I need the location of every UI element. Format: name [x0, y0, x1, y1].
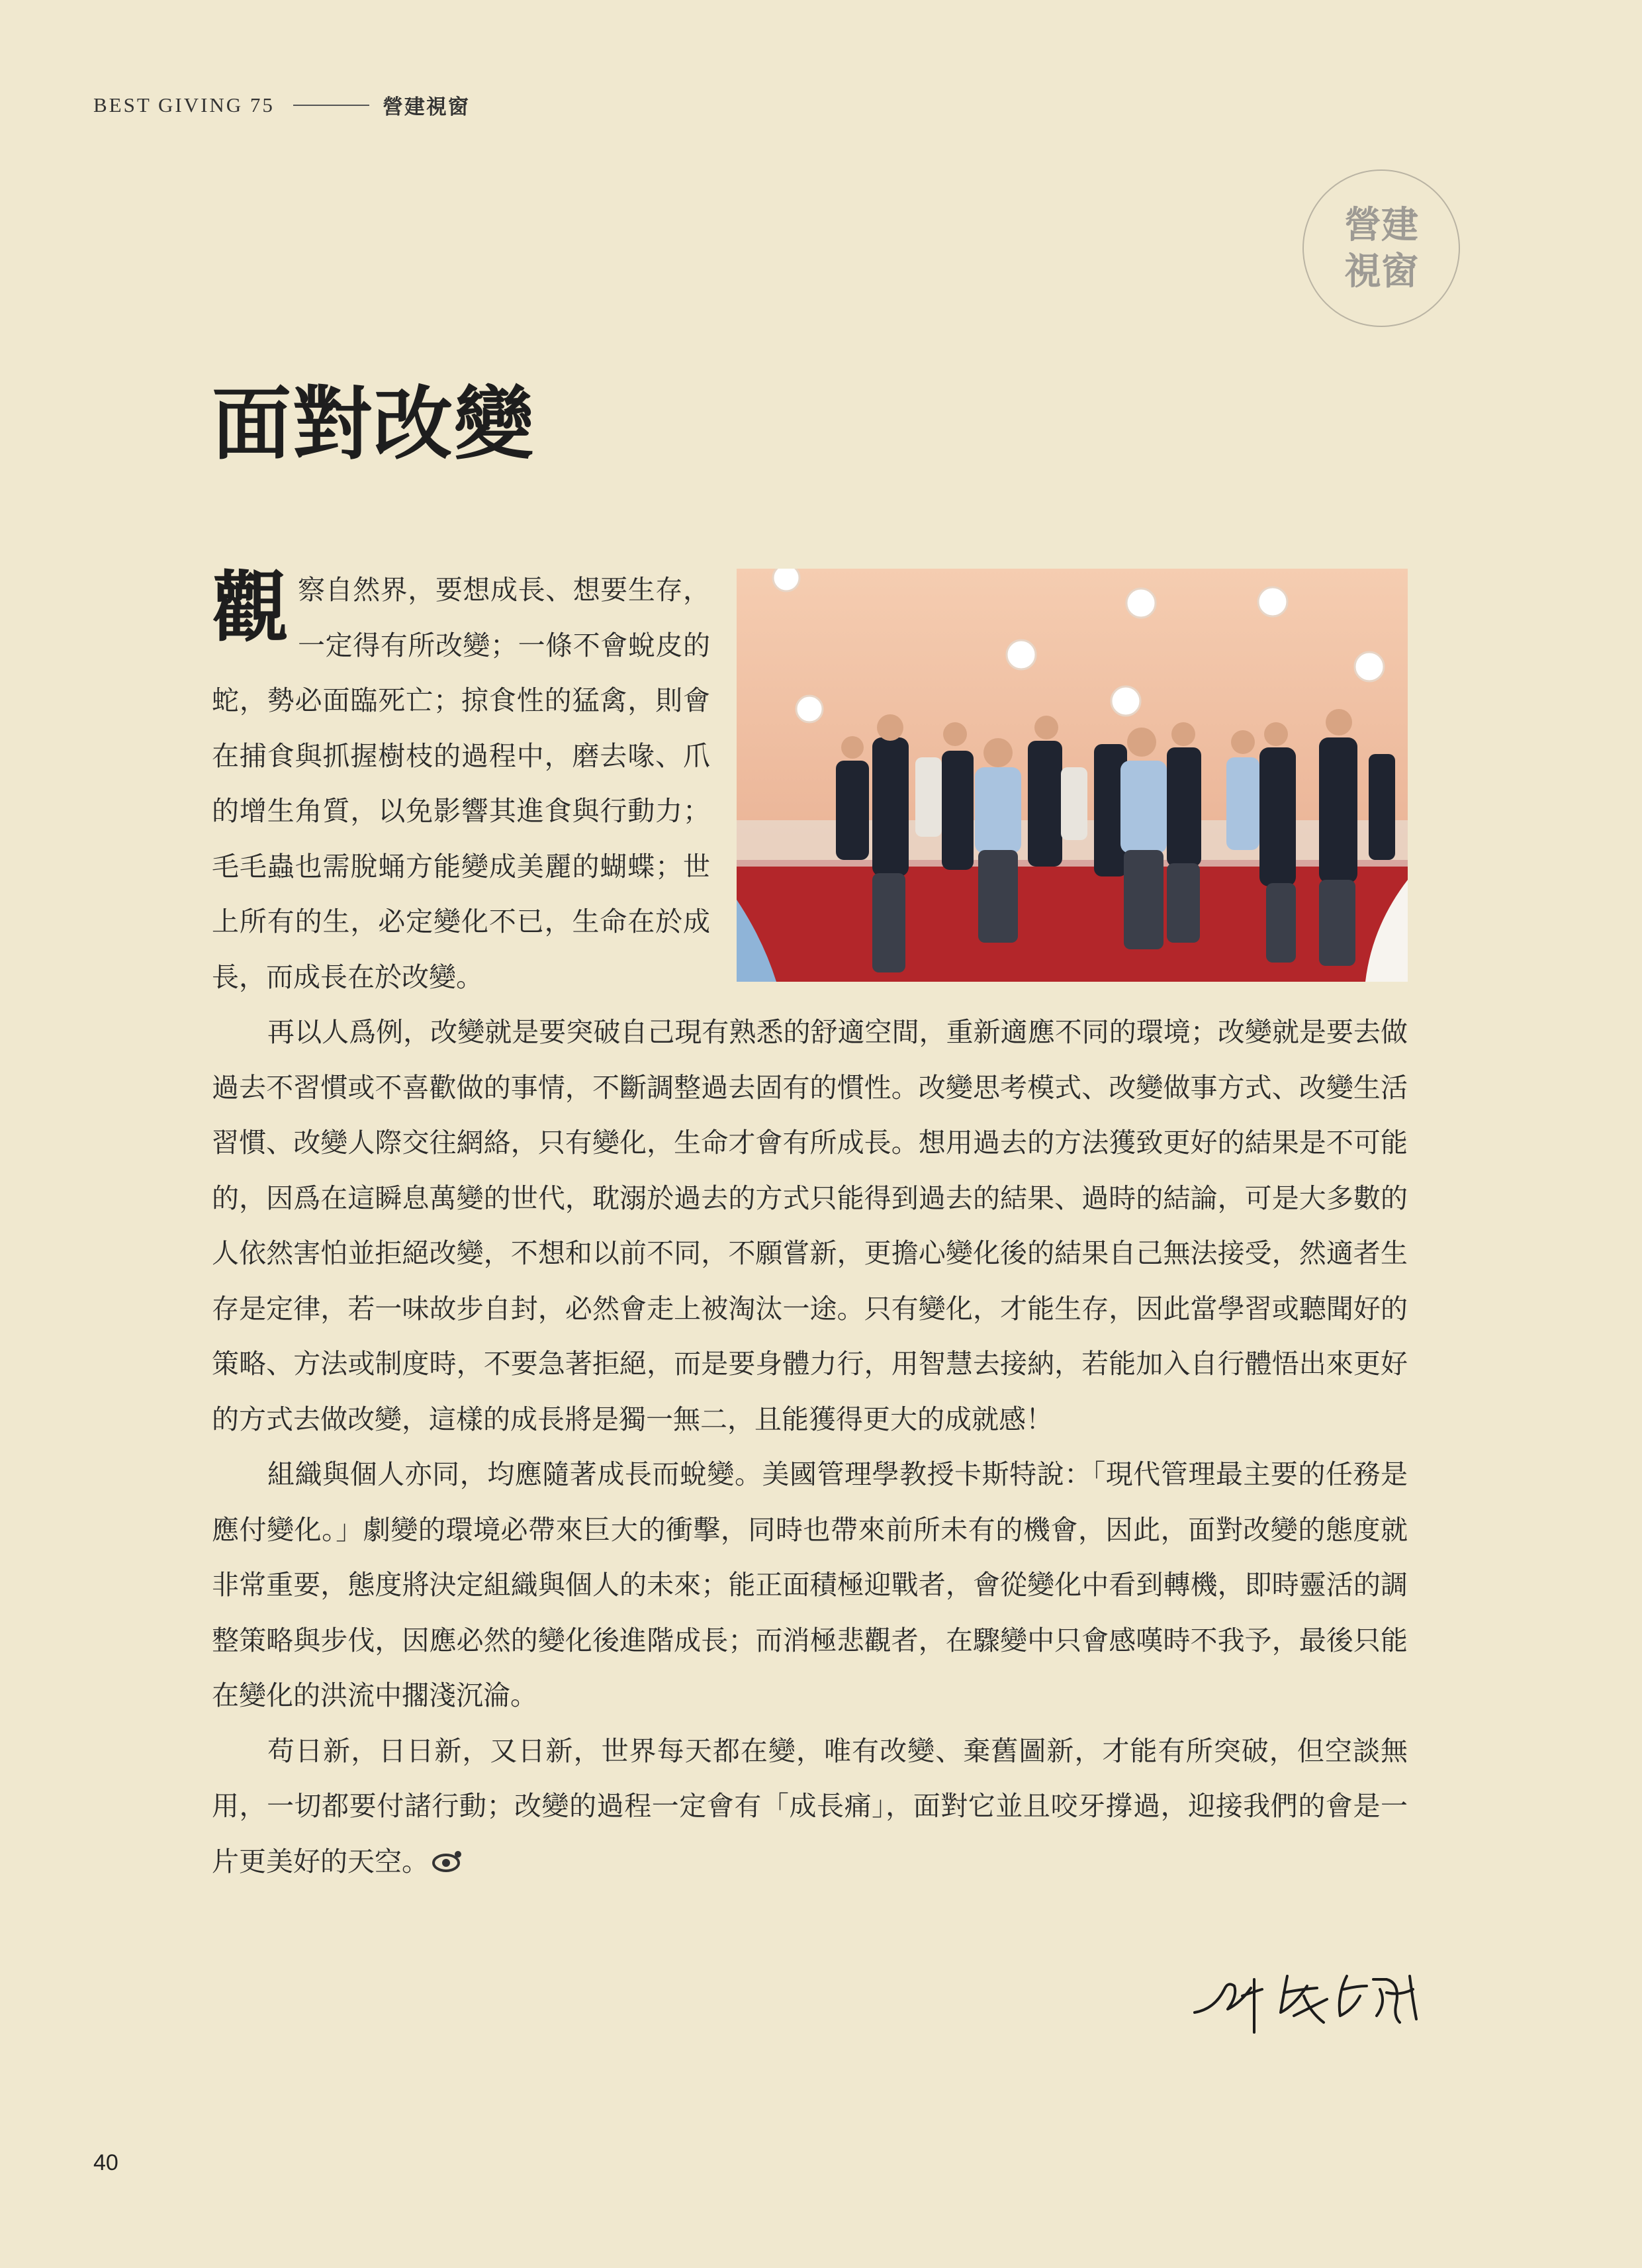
section-badge: 營建 視窗	[1302, 169, 1460, 327]
paragraph-1-text: 察自然界，要想成長、想要生存，一定得有所改變；一條不會蛻皮的蛇，勢必面臨死亡；掠食性的猛禽，則會在捕食與抓握樹枝的過程中，磨去喙、爪的增生角質，以免影響其進食與行動力；毛毛蟲也需脫蛹方能變成美麗的蝴蝶；世上所有的生，必定變化不已，生命在於成長，而成長在於改變。	[212, 574, 710, 993]
paragraph-4	[212, 1724, 1408, 1890]
article-title: 面對改變	[212, 377, 535, 471]
eye-logo-icon	[432, 1848, 463, 1875]
photo-illustration	[737, 569, 1408, 982]
paragraph-4-text: 苟日新，日日新，又日新，世界每天都在變，唯有改變、棄舊圖新，才能有所突破，但空談無用，一切都要付諸行動；改變的過程一定會有「成長痛」，面對它並且咬牙撐過，迎接我們的會是一片更美好的天空。	[212, 1734, 1408, 1877]
paragraph-3: 組織與個人亦同，均應隨著成長而蛻變。美國管理學教授卡斯特說：「現代管理最主要的任務是應付變化。」劇變的環境必帶來巨大的衝擊，同時也帶來前所未有的機會，因此，面對改變的態度就非常重要，態度將決定組織與個人的未來；能正面積極迎戰者，會從變化中看到轉機，即時靈活的調整策略與步伐，因應必然的變化後進階成長；而消極悲觀者，在驟變中只會感嘆時不我予，最後只能在變化的洪流中擱淺沉淪。	[212, 1458, 1408, 1711]
article-photo	[737, 569, 1408, 982]
article-body	[212, 563, 1408, 1946]
publication-name: BEST GIVING 75	[93, 93, 275, 117]
paragraph-2: 再以人爲例，改變就是要突破自己現有熟悉的舒適空間，重新適應不同的環境；改變就是要去做過去不習慣或不喜歡做的事情，不斷調整過去固有的慣性。改變思考模式、改變做事方式、改變生活習慣、改變人際交往網絡，只有變化，生命才會有所成長。想用過去的方法獲致更好的結果是不可能的，因爲在這瞬息萬變的世代，耽溺於過去的方式只能得到過去的結果、過時的結論，可是大多數的人依然害怕並拒絕改變，不想和以前不同，不願嘗新，更擔心變化後的結果自己無法接受，然適者生存是定律，若一味故步自封，必然會走上被淘汰一途。只有變化，才能生存，因此當學習或聽聞好的策略、方法或制度時，不要急著拒絕，而是要身體力行，用智慧去接納，若能加入自行體悟出來更好的方式去做改變，這樣的成長將是獨一無二，且能獲得更大的成就感！	[212, 1016, 1408, 1435]
section-name: 營建視窗	[382, 95, 470, 119]
page-number: 40	[93, 2150, 118, 2175]
running-head-rule	[293, 105, 369, 106]
running-head	[93, 90, 470, 120]
author-signature	[1188, 1950, 1426, 2042]
drop-cap: 觀	[212, 563, 289, 653]
